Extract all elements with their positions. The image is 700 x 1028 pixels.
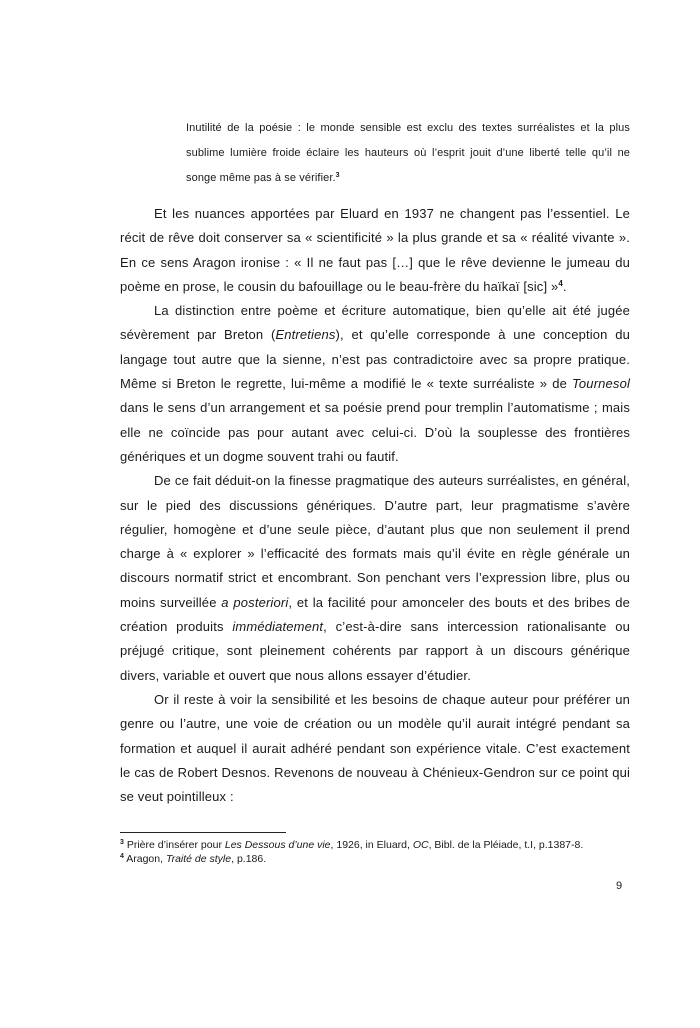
footnote-3-text-b: , 1926, in Eluard,: [330, 839, 413, 851]
paragraph-1-end: .: [562, 278, 567, 294]
footnote-4: [120, 852, 640, 866]
paragraph-4: [120, 688, 630, 809]
paragraph-3-text-b: , et la facilité pour amonceler des bouts et des bribes de création produits: [120, 594, 630, 635]
footnote-ref-4[interactable]: 4: [558, 278, 563, 288]
footnote-4-title: Traité de style: [165, 853, 232, 865]
footnote-4-number: 4: [120, 853, 124, 860]
paragraph-2-text-c: dans le sens d’un arrangement et sa poésie prend pour tremplin l’automatisme ; mais elle ne coïncide pas pour autant avec celui-ci. D’où la souplesse des frontières génériques et un dogme souvent trahi ou fautif.: [120, 400, 630, 464]
paragraph-3-text-a: De ce fait déduit-on la finesse pragmatique des auteurs surréalistes, en général, sur le pied des discussions génériques. D’autre part, leur pragmatisme s’avère régulier, homogène et d’une seule pièce, d’autant plus que non seulement il prend charge à « explorer » l’efficacité des formats mais qu’il évite en règle générale un discours normatif strict et encombrant. Son penchant vers l’expression libre, plus ou moins surveillée: [120, 473, 630, 610]
footnote-4-text-a: Aragon,: [123, 853, 166, 865]
emphasis-immediatement: immédiatement: [232, 619, 324, 635]
footnote-3-oc: OC: [412, 839, 429, 851]
title-tournesol: Tournesol: [572, 376, 630, 392]
footnote-ref-3[interactable]: 3: [335, 172, 340, 179]
paragraph-1: [120, 202, 630, 299]
page-number: 9: [616, 880, 623, 892]
quote-text: Inutilité de la poésie : le monde sensible est exclu des textes surréalistes et la plus sublime lumière froide éclaire les hauteurs où l’esprit jouit d’une liberté telle qu’il ne songe même pas à se vérifier.: [186, 122, 630, 184]
paragraph-2-text-a: La distinction entre poème et écriture automatique, bien qu’elle ait été jugée sévèrement par Breton (: [120, 303, 630, 343]
footnote-3-number: 3: [120, 839, 124, 846]
footnote-4-text-b: , p.186.: [231, 853, 267, 865]
paragraph-3-text-c: , c’est-à-dire sans intercession rationalisante ou préjugé critique, sont pleinement cohérents par rapport à un discours générique divers, variable et ouvert que nous allons essayer d’étudier.: [120, 619, 630, 683]
emphasis-a-posteriori: a posteriori: [221, 594, 289, 610]
paragraph-1-text: Et les nuances apportées par Eluard en 1937 ne changent pas l’essentiel. Le récit de rêve doit conserver sa « scientificité » la plus grande et sa « réalité vivante ». En ce sens Aragon ironise : « Il ne faut pas […] que le rêve devienne le jumeau du poème en prose, le cousin du bafouillage ou le beau-frère du haïkaï [sic] »: [120, 206, 630, 294]
body-text: [120, 202, 630, 809]
footnote-3-text-a: Prière d’insérer pour: [123, 839, 225, 851]
footnote-separator: [120, 832, 286, 833]
block-quote: [186, 116, 630, 191]
paragraph-3: [120, 469, 630, 688]
title-entretiens: Entretiens: [275, 327, 336, 343]
paragraph-2-text-b: ), et qu’elle corresponde à une conception du langage tout autre que la sienne, n’est pas contradictoire avec sa propre pratique. Même si Breton le regrette, lui-même a modifié le « texte surréaliste » de: [120, 327, 630, 392]
footnotes: [120, 838, 640, 866]
footnote-3: [120, 838, 640, 852]
paragraph-2: [120, 299, 630, 469]
footnote-3-text-c: , Bibl. de la Pléiade, t.I, p.1387-8.: [428, 839, 584, 851]
paragraph-4-text: Or il reste à voir la sensibilité et les besoins de chaque auteur pour préférer un genre ou l’autre, une voie de création ou un modèle qu’il aurait intégré pendant sa formation et auquel il aurait adhéré pendant son expérience vitale. C’est exactement le cas de Robert Desnos. Revenons de nouveau à Chénieux-Gendron sur ce point qui se veut pointilleux :: [120, 691, 630, 805]
footnote-3-title: Les Dessous d’une vie: [224, 839, 331, 851]
